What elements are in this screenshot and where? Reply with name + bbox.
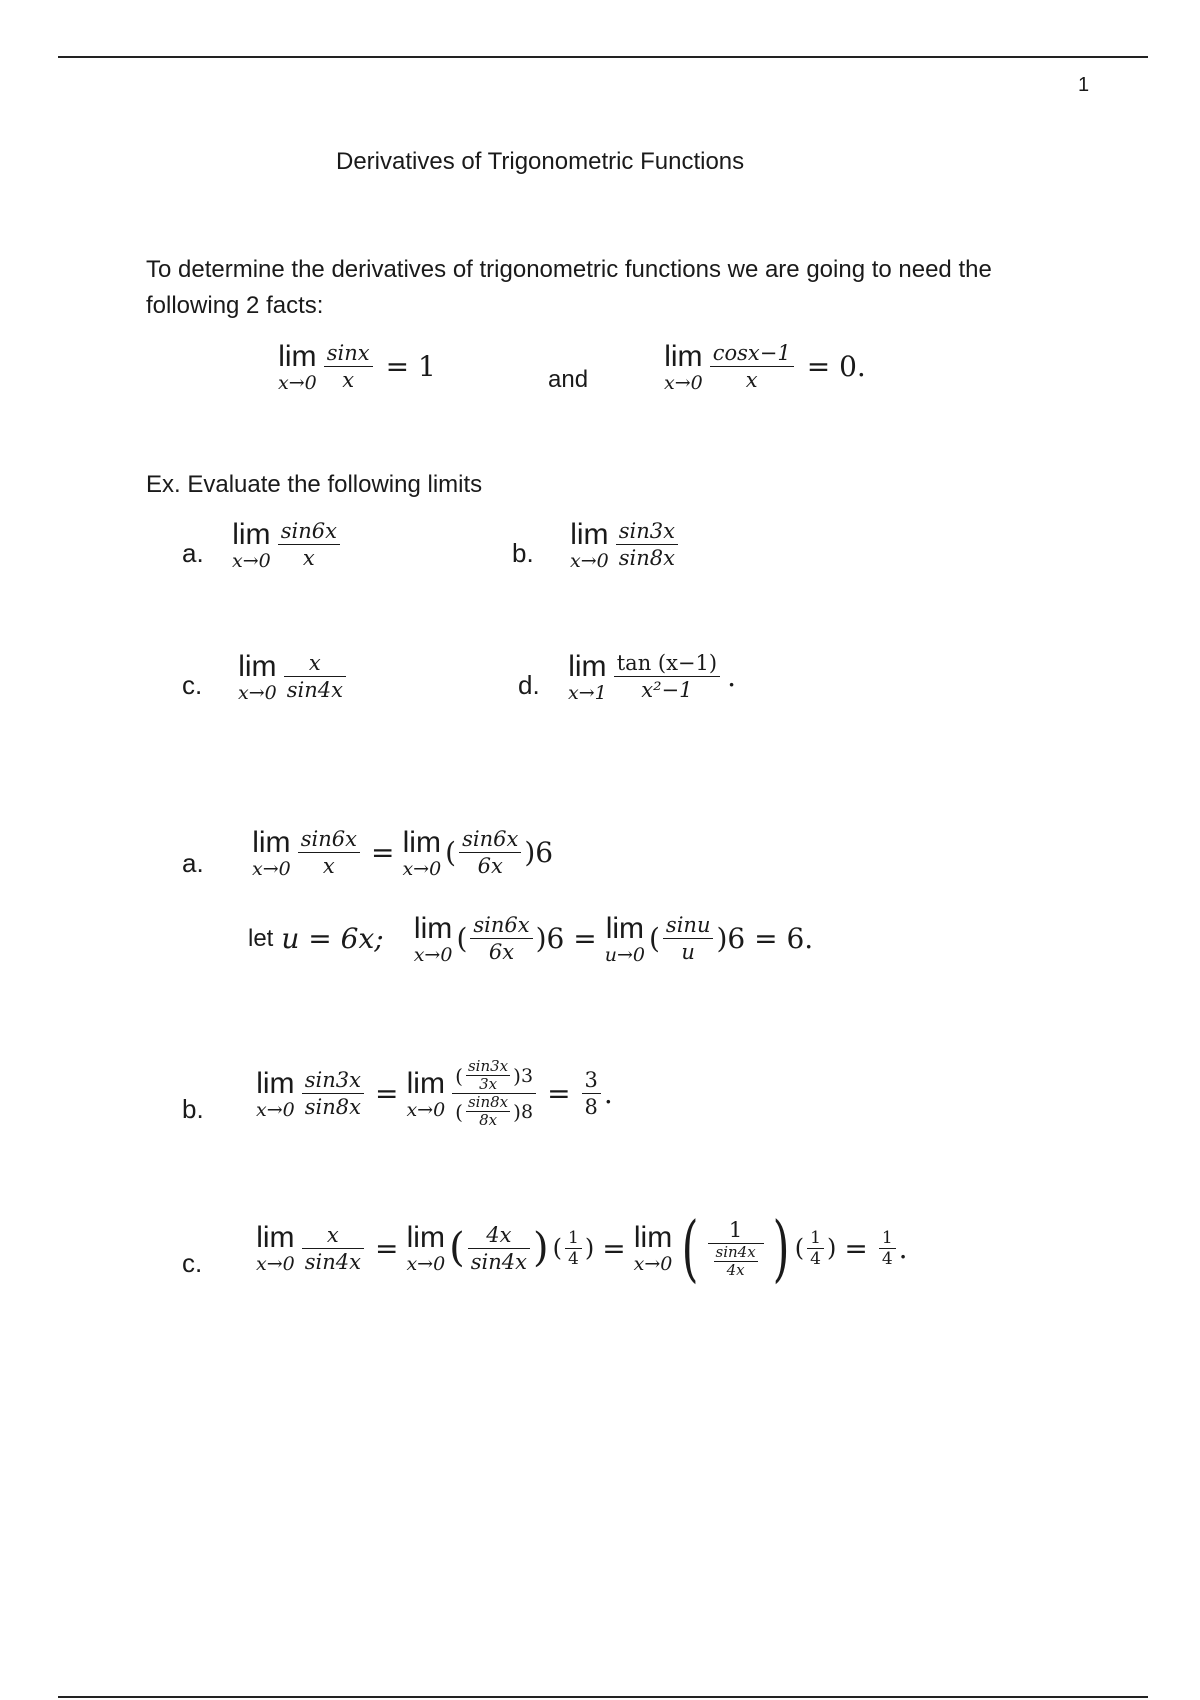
result: 6 = 6. — [727, 922, 814, 955]
fraction: $\frac{\sin 6x}{6x}$ — [470, 912, 532, 965]
fraction: $\frac{1}{4}$ — [565, 1228, 582, 1269]
equals-sign: = — [547, 1077, 571, 1110]
limit-operator: lim x→0 — [252, 825, 291, 880]
fraction: $\frac{\sin 8x}{8x}$ — [467, 1093, 509, 1129]
intro-line-1: To determine the derivatives of trigonometric functions we are going to need the — [146, 256, 992, 283]
fraction: $\frac{4x}{\sin 4x}$ — [468, 1222, 530, 1275]
problem-d — [568, 650, 736, 703]
fact-1 — [278, 340, 436, 393]
equals-sign: = — [370, 836, 395, 869]
fraction: $\frac{\sin 3x}{3x}$ — [467, 1057, 509, 1093]
solution-b-label: b. — [182, 1094, 204, 1124]
limit-operator: lim x→0 — [238, 649, 277, 704]
fraction: $\frac{\tan (x-1)}{\text{x²−1}}$ — [614, 650, 720, 703]
problem-a — [232, 518, 343, 571]
limit-operator: lim x→0 — [406, 1221, 446, 1275]
limit-operator: lim x→0 — [402, 825, 442, 880]
problem-d-end: . — [727, 660, 736, 693]
fraction: $\frac{x}{\sin 4x}$ — [284, 650, 346, 703]
solution-a-line-1: lim x→0 $\frac{\sin 6x}{x}$ = lim x→0 ( $\frac{\sin 6x}{6x}$ ) 6 — [252, 825, 554, 880]
fraction: $\frac{\sin 3x}{\sin 8x}$ — [616, 518, 678, 571]
problem-d-label: d. — [518, 670, 540, 700]
fact-1-rhs: = 1 — [385, 350, 436, 383]
multiplier: 6 = — [546, 922, 597, 955]
problem-a-label: a. — [182, 538, 204, 568]
equals-sign: = — [374, 1077, 399, 1110]
multiplier: 3 — [520, 1064, 534, 1087]
limit-operator: lim x→0 — [256, 1066, 295, 1121]
substitution: u = 6x; — [281, 922, 384, 955]
compound-fraction: $\frac{1}{\frac{\sin 4x}{4x}}$ — [708, 1217, 764, 1279]
limit-operator: lim x→0 — [413, 911, 453, 966]
fact-connector: and — [548, 366, 589, 393]
problem-b-label: b. — [512, 538, 534, 568]
solution-a-label: a. — [182, 848, 204, 878]
multiplier: 8 — [520, 1100, 534, 1123]
equals-sign: = — [844, 1231, 868, 1265]
fraction: $\frac{\sin 6x}{x}$ — [298, 826, 360, 879]
problem-b — [570, 518, 681, 571]
fraction: $\frac{\sin 3x}{\sin 8x}$ — [302, 1067, 364, 1120]
limit-operator: lim u→0 — [604, 911, 645, 966]
solution-a-line-2: let u = 6x; lim x→0 ( $\frac{\sin 6x}{6x}$ ) 6 = lim u→0 ( $\frac{\sin u}{u}$ ) 6 = 6. — [248, 911, 814, 966]
fraction: $\frac{\sin 6x}{x}$ — [278, 518, 340, 571]
compound-fraction: ( $\frac{\sin 3x}{3x}$ ) 3 ( $\frac{\sin 8x}{8x}$ ) 8 — [452, 1058, 536, 1129]
limit-operator: lim x→0 — [232, 517, 271, 572]
result-fraction: $\frac{3}{8}$ — [582, 1067, 601, 1120]
page-number: 1 — [1078, 74, 1090, 96]
limit-operator: lim x→0 — [664, 339, 703, 394]
limit-operator: lim x→0 — [406, 1066, 446, 1121]
problem-c — [238, 650, 349, 703]
solution-b — [256, 1058, 613, 1129]
intro-line-2: following 2 facts: — [146, 292, 324, 319]
fact-2-rhs: = 0. — [806, 350, 866, 383]
limit-operator: lim x→0 — [256, 1221, 295, 1275]
bottom-rule — [58, 1696, 1148, 1698]
limit-operator: lim x→0 — [278, 339, 317, 394]
end-period: . — [603, 1077, 613, 1110]
fraction: $\frac{\sin 4x}{4x}$ — [715, 1243, 756, 1279]
multiplier: 6 — [535, 836, 554, 869]
fraction: $\frac{\sin u}{u}$ — [663, 912, 714, 965]
fraction: $\frac{\cos x-1}{x}$ — [710, 340, 794, 393]
equals-sign: = — [602, 1231, 626, 1265]
end-period: . — [898, 1231, 908, 1265]
problem-c-label: c. — [182, 670, 203, 700]
solution-c: lim x→0 $\frac{x}{\sin 4x}$ = lim x→0 ( $\frac{4x}{\sin 4x}$ ) ( $\frac{1}{4}$ ) = lim x→0 ( $\frac{1}{\frac{\sin 4x}{4x}}$ ) ( $\frac{1}{4}$ ) = $\frac{1}{4}$ . — [256, 1206, 908, 1290]
limit-operator: lim x→1 — [568, 649, 607, 704]
page-title: Derivatives of Trigonometric Functions — [336, 148, 745, 175]
result-fraction: $\frac{1}{4}$ — [879, 1228, 896, 1269]
limit-operator: lim x→0 — [633, 1221, 673, 1275]
limit-operator: lim x→0 — [570, 517, 609, 572]
top-rule — [58, 56, 1148, 58]
fact-2 — [664, 340, 866, 393]
let-text: let — [248, 924, 274, 952]
example-heading: Ex. Evaluate the following limits — [146, 471, 483, 498]
fraction: $\frac{\sin x}{x}$ — [324, 340, 373, 393]
fraction: $\frac{x}{\sin 4x}$ — [302, 1222, 364, 1275]
fraction: $\frac{\sin 6x}{6x}$ — [459, 826, 521, 879]
equals-sign: = — [374, 1231, 399, 1265]
fraction: $\frac{1}{4}$ — [807, 1228, 824, 1269]
solution-c-label: c. — [182, 1248, 203, 1278]
